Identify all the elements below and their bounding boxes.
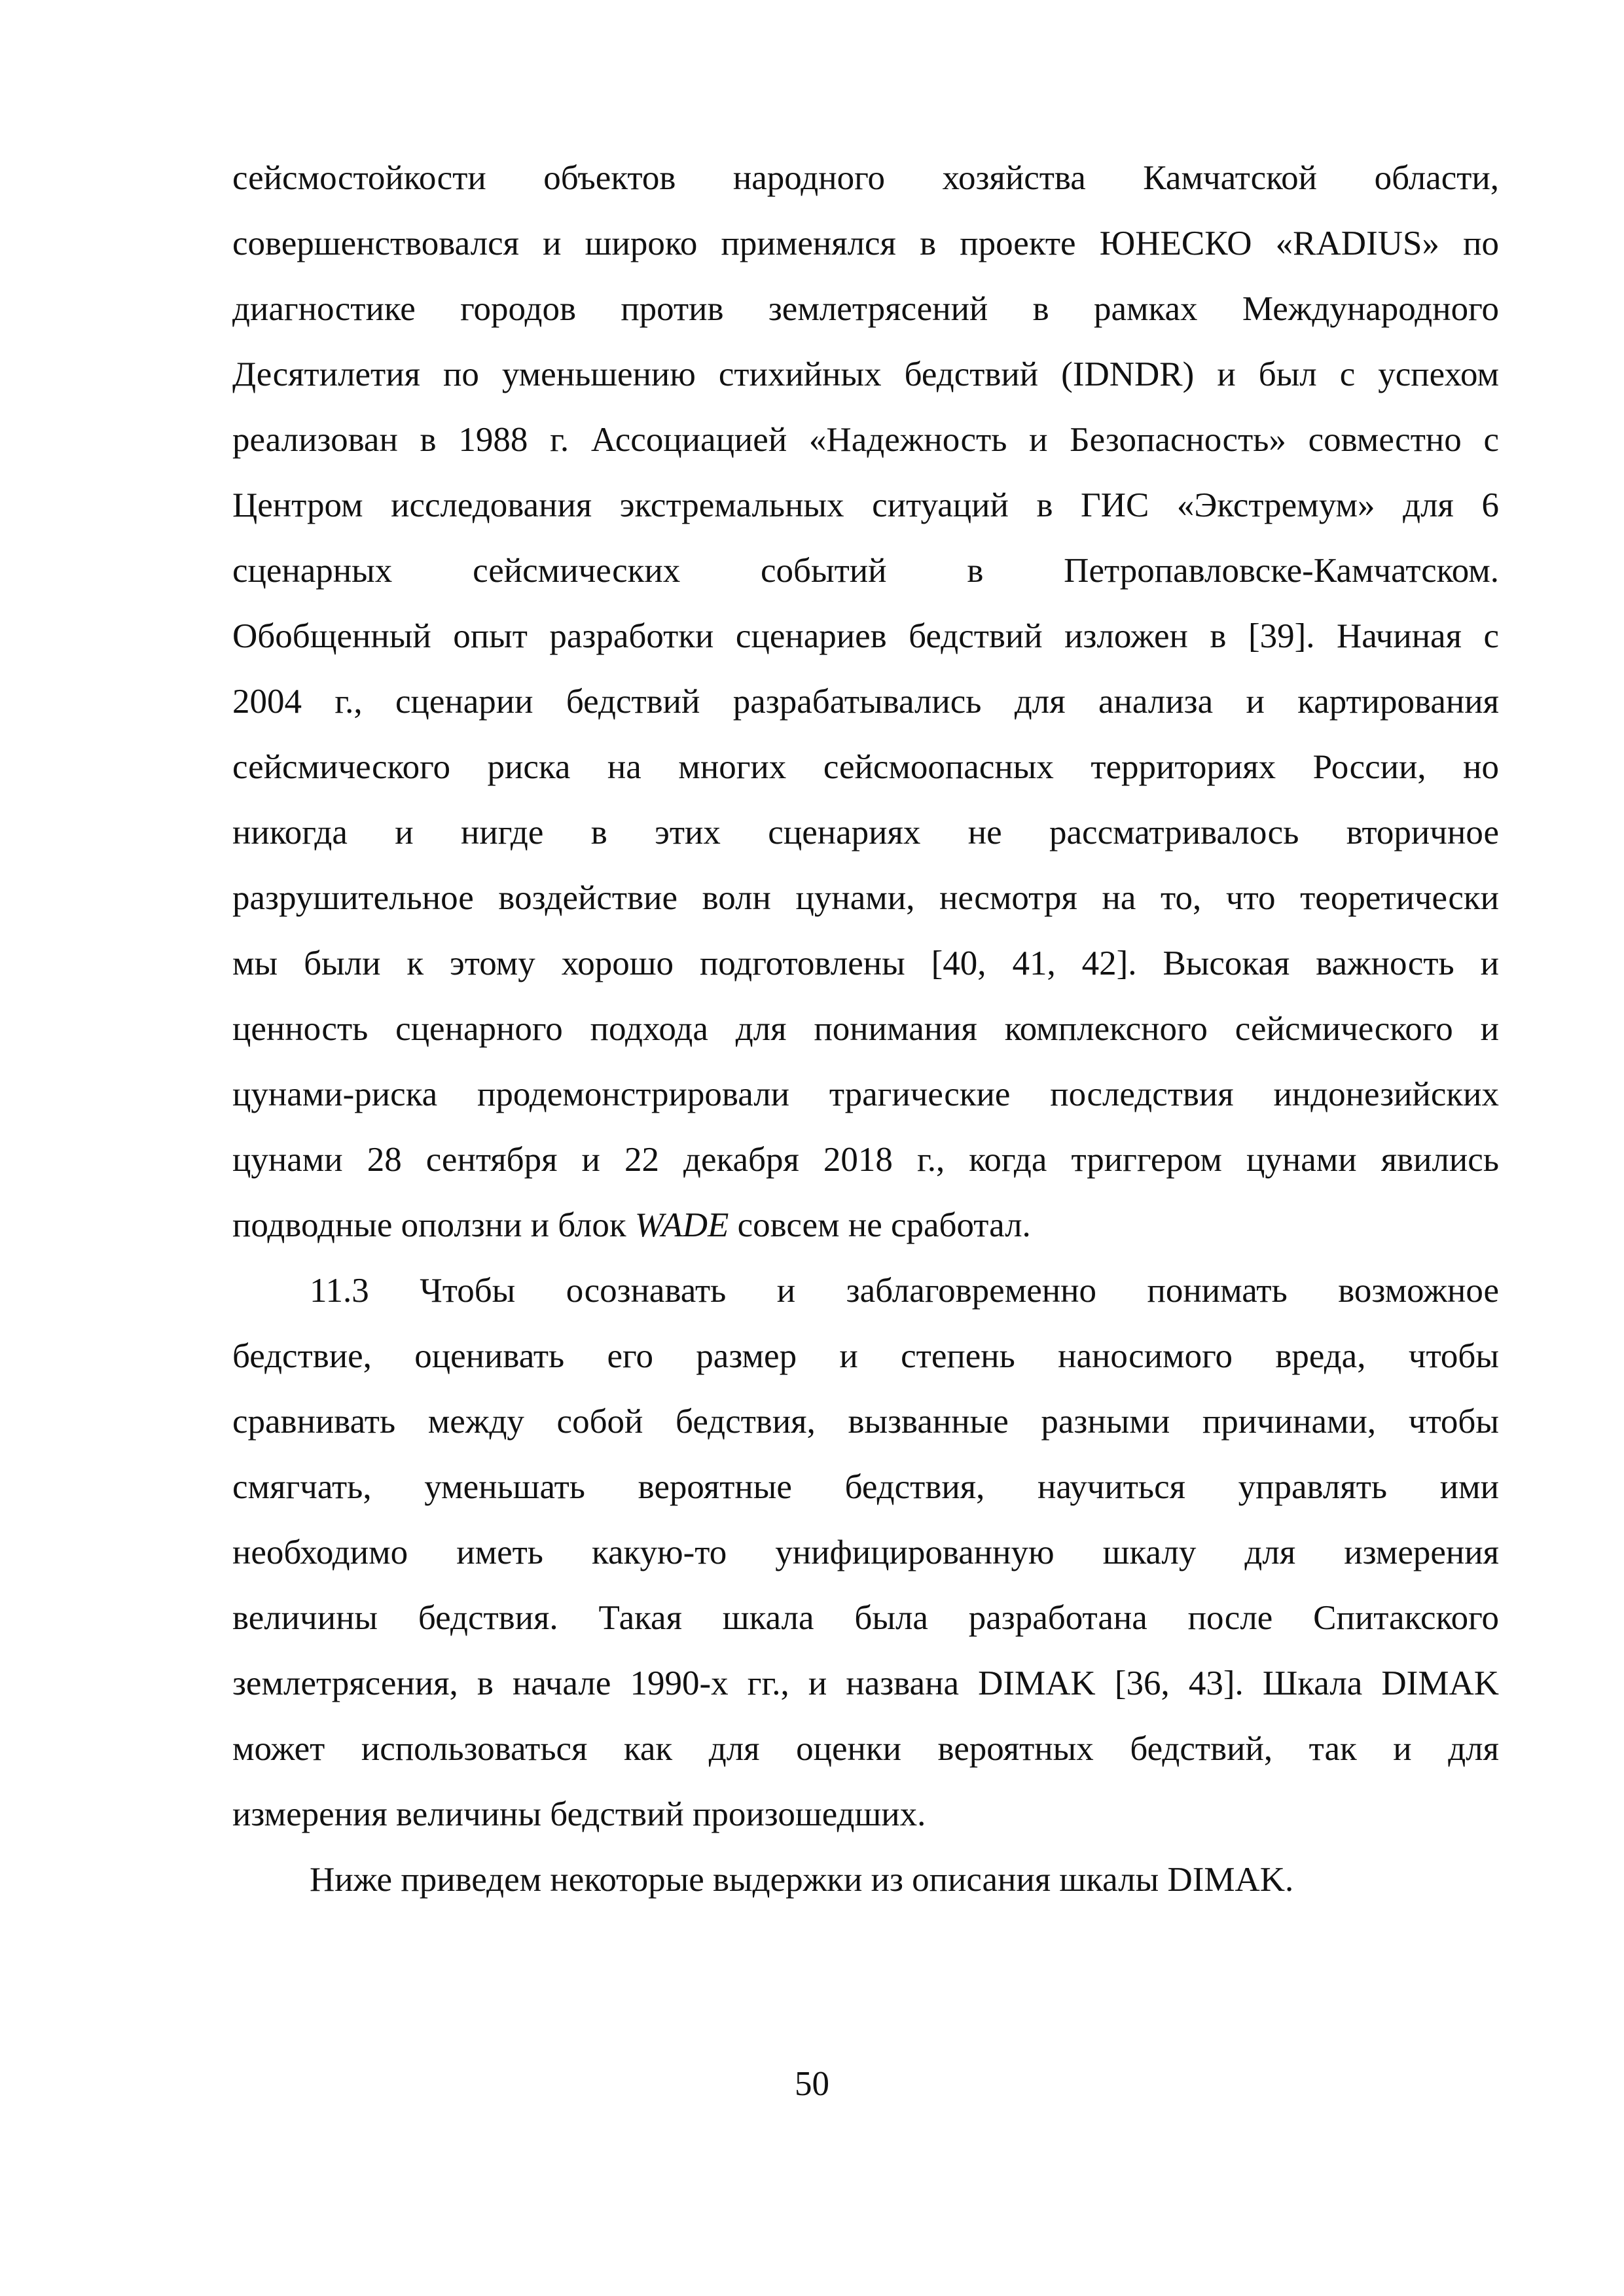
paragraph-dimak-excerpts <box>232 1847 1499 1912</box>
text-line: Ниже приведем некоторые выдержки из описания шкалы DIMAK. <box>310 1861 1294 1899</box>
text-line: разрушительное воздействие волн цунами, несмотря на то, что теоретически <box>232 879 1499 917</box>
text-line: Десятилетия по уменьшению стихийных бедствий (IDNDR) и был с успехом <box>232 355 1499 393</box>
text-line-last <box>232 1193 1499 1258</box>
text-line: никогда и нигде в этих сценариях не рассматривалось вторичное <box>232 814 1499 852</box>
page-number: 50 <box>795 2065 829 2103</box>
text-line: величины бедствия. Такая шкала была разработана после Спитакского <box>232 1599 1499 1637</box>
body-text <box>232 145 1499 1912</box>
text-line: диагностике городов против землетрясений в рамках Международного <box>232 290 1499 328</box>
text-line: землетрясения, в начале 1990-х гг., и названа DIMAK [36, 43]. Шкала DIMAK <box>232 1664 1499 1702</box>
paragraph-scenario-history <box>232 145 1499 1258</box>
text-line: ценность сценарного подхода для понимания комплексного сейсмического и <box>232 1010 1499 1048</box>
text-line: 2004 г., сценарии бедствий разрабатывались для анализа и картирования <box>232 683 1499 721</box>
text-fragment: совсем не сработал. <box>737 1206 1031 1244</box>
text-line-last: измерения величины бедствий произошедших. <box>232 1795 926 1833</box>
text-fragment: подводные оползни и блок <box>232 1206 626 1244</box>
text-line: сейсмостойкости объектов народного хозяйства Камчатской области, <box>232 159 1499 197</box>
text-line: цунами 28 сентября и 22 декабря 2018 г., когда триггером цунами явились <box>232 1141 1499 1179</box>
text-line: сравнивать между собой бедствия, вызванные разными причинами, чтобы <box>232 1403 1499 1441</box>
text-line: необходимо иметь какую-то унифицированную шкалу для измерения <box>232 1534 1499 1571</box>
text-line: смягчать, уменьшать вероятные бедствия, научиться управлять ими <box>232 1468 1499 1506</box>
text-line: Центром исследования экстремальных ситуаций в ГИС «Экстремум» для 6 <box>232 486 1499 524</box>
text-line: реализован в 1988 г. Ассоциацией «Надежность и Безопасность» совместно с <box>232 421 1499 459</box>
wade-term: WADE <box>634 1206 729 1244</box>
text-line: мы были к этому хорошо подготовлены [40, 41, 42]. Высокая важность и <box>232 944 1499 982</box>
text-line: совершенствовался и широко применялся в проекте ЮНЕСКО «RADIUS» по <box>232 224 1499 262</box>
text-line: Обобщенный опыт разработки сценариев бедствий изложен в [39]. Начиная с <box>232 617 1499 655</box>
text-line: сейсмического риска на многих сейсмоопасных территориях России, но <box>232 748 1499 786</box>
text-line: может использоваться как для оценки вероятных бедствий, так и для <box>232 1730 1499 1768</box>
text-line: цунами-риска продемонстрировали трагические последствия индонезийских <box>232 1075 1499 1113</box>
paragraph-dimak-intro <box>232 1258 1499 1847</box>
text-line-first: 11.3 Чтобы осознавать и заблаговременно понимать возможное <box>310 1272 1499 1310</box>
text-line: бедствие, оценивать его размер и степень наносимого вреда, чтобы <box>232 1337 1499 1375</box>
text-line: сценарных сейсмических событий в Петропавловске-Камчатском. <box>232 552 1499 590</box>
